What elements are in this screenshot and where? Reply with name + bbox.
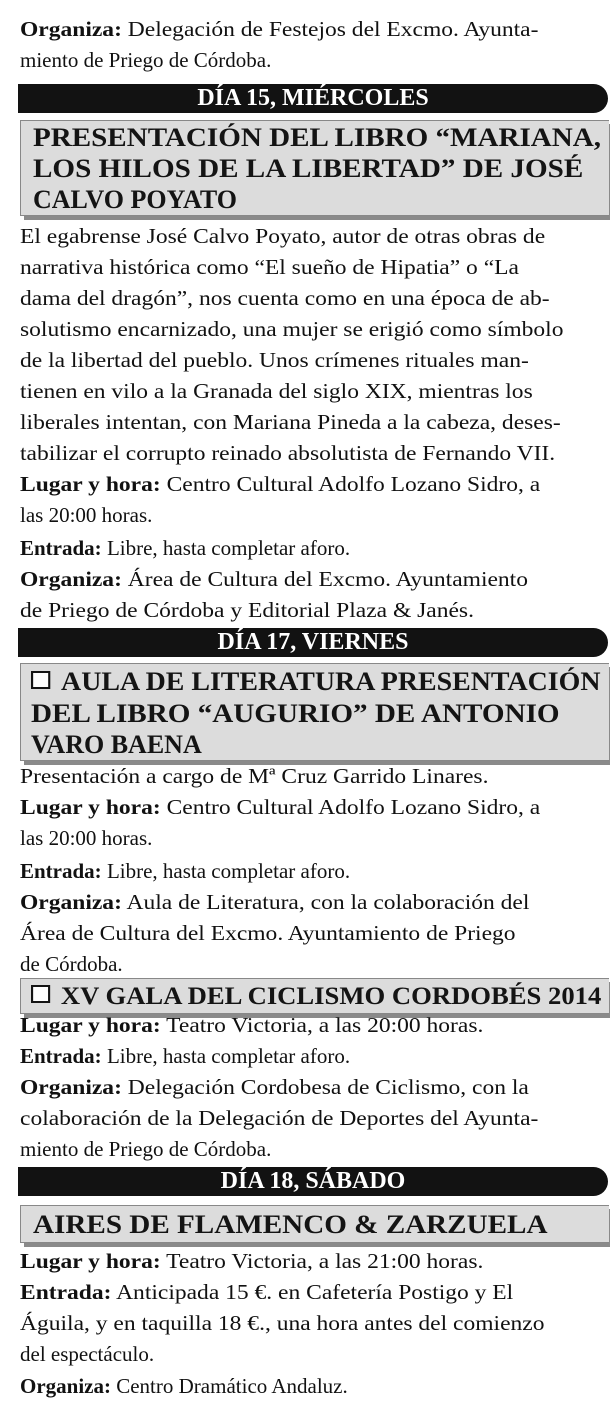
event-description-line: dama del dragón”, nos cuenta como en una época de ab- bbox=[20, 286, 550, 310]
entrada-line bbox=[20, 1282, 513, 1303]
organiza-text: Delegación Cordobesa de Ciclismo, con la bbox=[121, 1075, 529, 1099]
event-title-line: DEL LIBRO “AUGURIO” DE ANTONIO bbox=[31, 699, 560, 728]
organiza-line-2: de Priego de Córdoba y Editorial Plaza & Janés. bbox=[20, 598, 474, 622]
event-title-line bbox=[31, 669, 600, 695]
organiza-text: Aula de Literatura, con la colaboración del bbox=[121, 890, 530, 914]
entrada-text: Libre, hasta completar aforo. bbox=[101, 1044, 351, 1068]
lugar-hora-text: Teatro Victoria, a las 21:00 horas. bbox=[160, 1249, 484, 1273]
event-title-box-ciclismo bbox=[20, 978, 609, 1014]
event-title-line: AIRES DE FLAMENCO & ZARZUELA bbox=[33, 1210, 548, 1239]
entrada-label: Entrada: bbox=[20, 859, 102, 883]
lugar-hora-line-2: las 20:00 horas. bbox=[20, 826, 153, 850]
entrada-line bbox=[20, 1046, 608, 1067]
lugar-hora-label: Lugar y hora: bbox=[20, 1013, 161, 1037]
entrada-text: Libre, hasta completar aforo. bbox=[101, 859, 351, 883]
event-title-line: VARO BAENA bbox=[31, 730, 202, 759]
presentacion-line: Presentación a cargo de Mª Cruz Garrido Linares. bbox=[20, 764, 489, 788]
event-description-line: liberales intentan, con Mariana Pineda a la cabeza, deses- bbox=[20, 410, 561, 434]
event-title-line: LOS HILOS DE LA LIBERTAD” DE JOSÉ bbox=[33, 154, 584, 183]
organiza-line-2: colaboración de la Delegación de Deportes del Ayunta- bbox=[20, 1106, 539, 1130]
lugar-hora-line-2: las 20:00 horas. bbox=[20, 503, 153, 527]
organiza-line bbox=[20, 1077, 529, 1098]
event-title-text: XV GALA DEL CICLISMO CORDOBÉS 2014 bbox=[60, 983, 602, 1010]
organiza-line-2: Área de Cultura del Excmo. Ayuntamiento de Priego bbox=[20, 921, 516, 945]
entrada-label: Entrada: bbox=[20, 1044, 102, 1068]
event-description-line: tabilizar el corrupto reinado absolutista de Fernando VII. bbox=[20, 441, 556, 465]
lugar-hora-label: Lugar y hora: bbox=[20, 1249, 161, 1273]
organiza-label: Organiza: bbox=[20, 17, 122, 41]
organiza-line bbox=[20, 892, 529, 913]
organiza-label: Organiza: bbox=[20, 1374, 111, 1398]
organiza-text: Centro Dramático Andaluz. bbox=[110, 1374, 348, 1398]
event-title-box-augurio bbox=[20, 663, 609, 761]
event-title-box-mariana bbox=[20, 120, 609, 216]
event-title-line: CALVO POYATO bbox=[33, 185, 237, 214]
entrada-label: Entrada: bbox=[20, 1280, 112, 1304]
lugar-hora-line bbox=[20, 797, 540, 818]
organiza-line-3: miento de Priego de Córdoba. bbox=[20, 1137, 272, 1161]
entrada-label: Entrada: bbox=[20, 536, 102, 560]
organiza-label: Organiza: bbox=[20, 567, 122, 591]
event-description-line: tienen en vilo a la Granada del siglo XIX, mientras los bbox=[20, 379, 533, 403]
entrada-line bbox=[20, 861, 608, 882]
entrada-line-2: Águila, y en taquilla 18 €., una hora antes del comienzo bbox=[20, 1311, 545, 1335]
event-title-box-flamenco bbox=[20, 1205, 609, 1243]
event-description-line: solutismo encarnizado, una mujer se erigió como símbolo bbox=[20, 317, 564, 341]
entrada-text: Anticipada 15 €. en Cafetería Postigo y El bbox=[111, 1280, 514, 1304]
entrada-line-3: del espectáculo. bbox=[20, 1342, 155, 1366]
event-description-line: narrativa histórica como “El sueño de Hipatia” o “La bbox=[20, 255, 519, 279]
organiza-line-3: de Córdoba. bbox=[20, 952, 123, 976]
event-title-text: AULA DE LITERATURA PRESENTACIÓN bbox=[61, 667, 601, 696]
lugar-hora-line bbox=[20, 1015, 483, 1036]
lugar-hora-text: Centro Cultural Adolfo Lozano Sidro, a bbox=[160, 472, 541, 496]
lugar-hora-label: Lugar y hora: bbox=[20, 472, 161, 496]
checkbox-bullet-icon bbox=[31, 985, 50, 1003]
lugar-hora-line bbox=[20, 1251, 483, 1272]
lugar-hora-line bbox=[20, 474, 540, 495]
intro-organiza-text: Delegación de Festejos del Excmo. Ayunta- bbox=[121, 17, 539, 41]
day-header-18: DÍA 18, SÁBADO bbox=[18, 1167, 608, 1196]
day-header-15: DÍA 15, MIÉRCOLES bbox=[18, 84, 608, 113]
lugar-hora-text: Teatro Victoria, a las 20:00 horas. bbox=[160, 1013, 484, 1037]
event-description-line: de la libertad del pueblo. Unos crímenes rituales man- bbox=[20, 348, 529, 372]
entrada-text: Libre, hasta completar aforo. bbox=[101, 536, 351, 560]
organiza-line bbox=[20, 1376, 608, 1397]
organiza-label: Organiza: bbox=[20, 1075, 122, 1099]
checkbox-bullet-icon bbox=[31, 671, 50, 689]
organiza-line bbox=[20, 569, 528, 590]
organiza-label: Organiza: bbox=[20, 890, 122, 914]
event-title-line bbox=[31, 984, 601, 1009]
lugar-hora-label: Lugar y hora: bbox=[20, 795, 161, 819]
event-title-line: PRESENTACIÓN DEL LIBRO “MARIANA, bbox=[33, 123, 602, 152]
organiza-text: Área de Cultura del Excmo. Ayuntamiento bbox=[121, 567, 528, 591]
lugar-hora-text: Centro Cultural Adolfo Lozano Sidro, a bbox=[160, 795, 541, 819]
day-header-17: DÍA 17, VIERNES bbox=[18, 628, 608, 657]
intro-organiza-line bbox=[20, 19, 538, 40]
event-description-line: El egabrense José Calvo Poyato, autor de otras obras de bbox=[20, 224, 546, 248]
entrada-line bbox=[20, 538, 608, 559]
intro-organiza-line-2: miento de Priego de Córdoba. bbox=[20, 48, 272, 72]
